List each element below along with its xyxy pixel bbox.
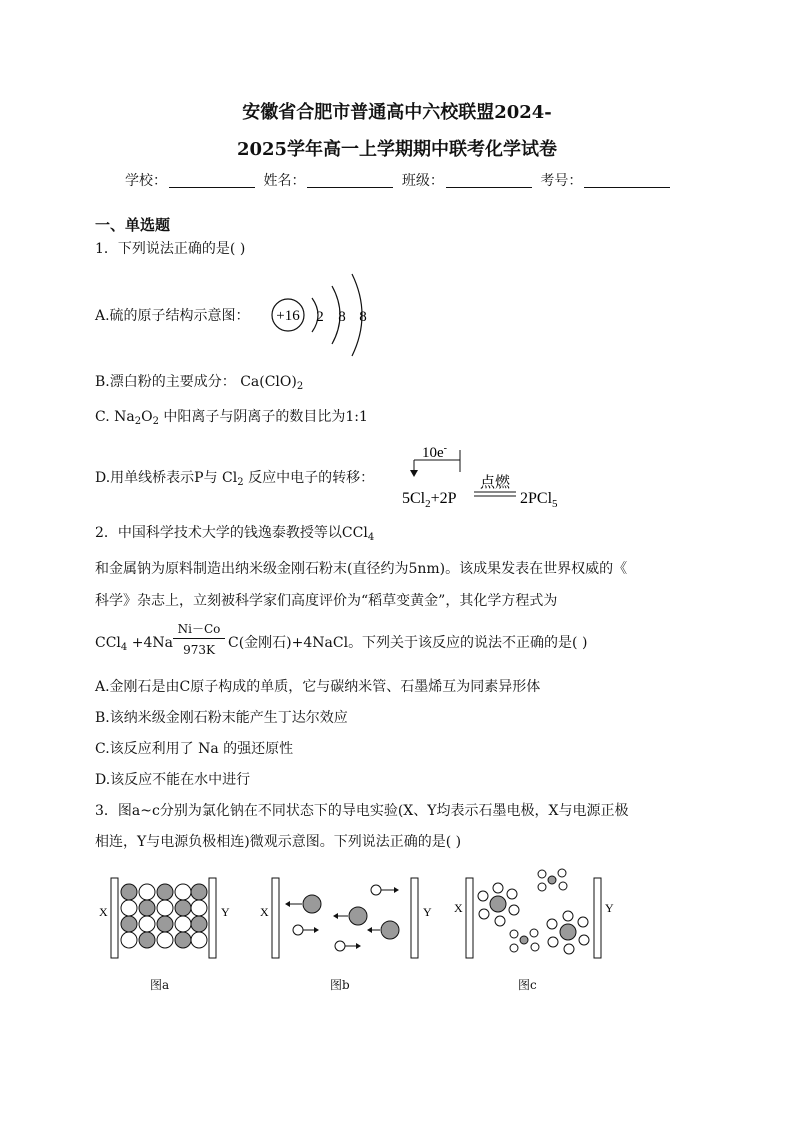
q1-option-a-label: A.硫的原子结构示意图： — [95, 308, 250, 324]
field-id-blank[interactable] — [584, 173, 670, 188]
q1-option-d-label — [95, 469, 374, 492]
field-class-label: 班级： — [401, 173, 444, 189]
q1-option-b-formula — [240, 374, 303, 390]
section-heading: 一、单选题 — [95, 216, 171, 234]
field-school-blank[interactable] — [169, 173, 255, 188]
subscript: 4 — [367, 532, 375, 543]
figure-a-caption: 图a — [150, 978, 170, 992]
electrode-y — [411, 878, 418, 958]
option-d-text: D.用单线桥表示P与 Cl — [95, 470, 238, 486]
q2-option-a: A.金刚石是由C原子构成的单质，它与碳纳米管、石墨烯互为同素异形体 — [95, 679, 541, 695]
eq-arrow-line — [173, 638, 225, 639]
option-d-text-tail: 反应中电子的转移： — [243, 470, 375, 486]
q2-equation-right — [228, 634, 587, 652]
electrode-y — [594, 878, 601, 958]
subscript: 2 — [237, 477, 244, 488]
electrode-x-label: X — [99, 905, 108, 919]
subscript: 2 — [134, 416, 142, 427]
q2-line3: 科学》杂志上，立刻被科学家们高度评价为“稻草变黄金”，其化学方程式为 — [95, 593, 558, 609]
moving-ions — [285, 885, 399, 951]
q2-line1 — [95, 524, 374, 547]
electrode-y — [209, 878, 216, 958]
electrode-x — [111, 878, 118, 958]
option-c-prefix: C. Na — [95, 409, 135, 425]
nucleus-charge: +16 — [276, 308, 300, 324]
hydrated-ions — [478, 869, 589, 954]
eq-temperature: 973K — [183, 643, 215, 657]
electrode-y-label: Y — [605, 901, 614, 915]
eq-condition-block — [173, 622, 225, 657]
electrode-x — [272, 878, 279, 958]
eq-reactant: CCl — [95, 635, 121, 651]
equation-reactants: $5Cl_2+2P$ — [402, 490, 457, 510]
figure-b-diagram — [256, 872, 441, 964]
figure-c-diagram — [452, 860, 622, 964]
exam-title-line2: 2025学年高一上学期期中联考化学试卷 — [236, 139, 558, 160]
q2-equation — [95, 634, 173, 657]
shell-count-1: 2 — [316, 309, 324, 325]
field-class-blank[interactable] — [446, 173, 532, 188]
figure-b-caption: 图b — [330, 978, 350, 992]
field-id-label: 考号： — [540, 173, 583, 189]
ion-lattice — [121, 884, 207, 948]
option-c-text: 中阳离子与阴离子的数目比为1:1 — [158, 409, 368, 425]
electron-transfer-equation — [398, 440, 578, 515]
q3-line2: 相连，Y与电源负极相连)微观示意图。下列说法正确的是( ) — [95, 834, 462, 850]
formula: CCl — [341, 525, 368, 541]
equation-product: 2PCl$_5$ — [520, 490, 558, 510]
electrode-x-label: X — [454, 901, 463, 915]
electrode-x — [466, 878, 473, 958]
reaction-condition: 点燃 — [479, 475, 511, 491]
q1-option-c — [95, 408, 368, 431]
figure-c-caption: 图c — [518, 978, 537, 992]
bridge-arrowhead — [410, 470, 418, 477]
q2-option-b: B.该纳米级金刚石粉末能产生丁达尔效应 — [95, 710, 348, 726]
field-school-label: 学校： — [125, 173, 167, 189]
sulfur-atom-diagram — [268, 268, 378, 362]
shell-count-2: 8 — [338, 309, 346, 325]
field-name-blank[interactable] — [307, 173, 393, 188]
shell-count-3: 8 — [359, 309, 367, 325]
q2-line2: 和金属钠为原料制造出纳米级金刚石粉末(直径约为5nm)。该成果发表在世界权威的《 — [95, 561, 628, 577]
q1-option-b — [95, 373, 303, 396]
q2-option-d: D.该反应不能在水中进行 — [95, 772, 251, 788]
formula-text: Ca(ClO) — [240, 374, 297, 390]
electron-count-label: 10e- — [422, 443, 448, 461]
eq-catalyst: Ni－Co — [177, 622, 221, 636]
info-fields — [125, 172, 674, 190]
eq-reactant-2: +4Na — [127, 635, 173, 651]
subscript: 4 — [120, 642, 128, 653]
electrode-x-label: X — [260, 905, 269, 919]
q3-line1: 3．图a~c分别为氯化钠在不同状态下的导电实验(X、Y均表示石墨电极，X与电源正极 — [95, 803, 629, 819]
q1-stem: 1．下列说法正确的是( ) — [95, 241, 246, 257]
field-name-label: 姓名： — [263, 173, 306, 189]
electrode-y-label: Y — [221, 905, 230, 919]
oxygen-symbol: O — [141, 409, 153, 425]
q1-option-b-label: B.漂白粉的主要成分： — [95, 374, 236, 390]
formula-subscript: 2 — [296, 381, 304, 392]
figure-a-diagram — [95, 872, 240, 964]
q2-option-c: C.该反应利用了 Na 的强还原性 — [95, 741, 294, 757]
electrode-y-label: Y — [423, 905, 432, 919]
q2-question: 。下列关于该反应的说法不正确的是( ) — [348, 635, 588, 651]
exam-title-line1: 安徽省合肥市普通高中六校联盟2024- — [242, 102, 552, 123]
q2-stem-text: 2．中国科学技术大学的钱逸泰教授等以 — [95, 525, 342, 541]
subscript: 2 — [152, 416, 159, 427]
eq-products: C(金刚石)+4NaCl — [228, 635, 349, 651]
